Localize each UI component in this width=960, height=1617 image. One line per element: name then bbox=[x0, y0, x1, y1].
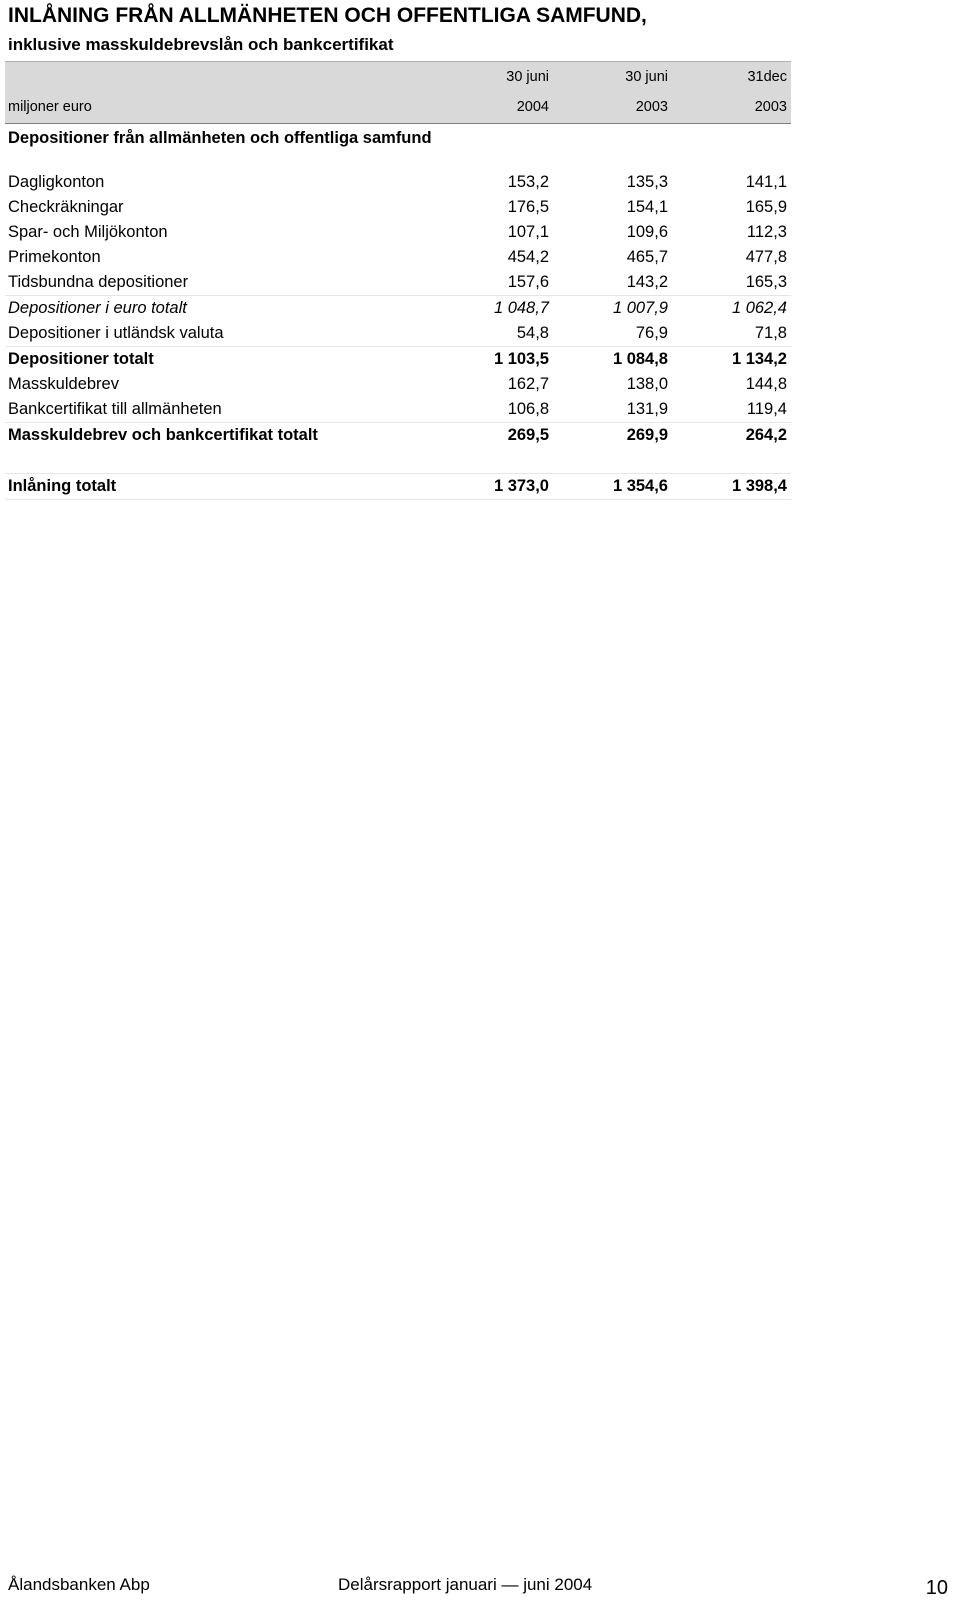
row-value-col2: 1 354,6 bbox=[612, 477, 668, 495]
row-value-col1: 153,2 bbox=[507, 173, 549, 191]
row-value-col2: 135,3 bbox=[626, 173, 668, 191]
row-value-col2: 109,6 bbox=[626, 223, 668, 241]
row-value-col1: 1 048,7 bbox=[493, 299, 549, 317]
row-label: Depositioner i euro totalt bbox=[8, 299, 187, 317]
page-subtitle: inklusive masskuldebrevslån och bankcertifikat bbox=[8, 35, 394, 54]
col2-year: 2003 bbox=[635, 99, 668, 115]
table-row bbox=[5, 170, 791, 195]
row-value-col1: 107,1 bbox=[507, 223, 549, 241]
row-value-col3: 165,3 bbox=[745, 273, 787, 291]
row-value-col3: 141,1 bbox=[745, 173, 787, 191]
row-label: Masskuldebrev bbox=[8, 375, 119, 393]
row-value-col3: 165,9 bbox=[745, 198, 787, 216]
footer-report-title: Delårsrapport januari — juni 2004 bbox=[338, 1575, 593, 1594]
row-value-col3: 1 062,4 bbox=[731, 299, 787, 317]
row-value-col1: 162,7 bbox=[507, 375, 549, 393]
col3-date: 31dec bbox=[747, 69, 787, 85]
table-row bbox=[5, 245, 791, 270]
row-label: Dagligkonton bbox=[8, 173, 105, 191]
row-value-col3: 144,8 bbox=[745, 375, 787, 393]
row-value-col1: 269,5 bbox=[507, 426, 549, 444]
row-value-col2: 269,9 bbox=[626, 426, 668, 444]
row-value-col1: 1 373,0 bbox=[493, 477, 549, 495]
row-value-col2: 154,1 bbox=[626, 198, 668, 216]
row-value-col3: 71,8 bbox=[754, 324, 787, 342]
unit-label: miljoner euro bbox=[8, 99, 92, 115]
table-row-grand-total bbox=[5, 474, 791, 500]
row-value-col3: 119,4 bbox=[746, 400, 787, 418]
deposits-table bbox=[5, 61, 791, 500]
row-value-col2: 76,9 bbox=[635, 324, 668, 342]
col2-date: 30 juni bbox=[625, 69, 668, 85]
page-title: INLÅNING FRÅN ALLMÄNHETEN OCH OFFENTLIGA SAMFUND, bbox=[8, 4, 647, 27]
row-value-col3: 477,8 bbox=[745, 248, 787, 266]
row-value-col2: 465,7 bbox=[626, 248, 668, 266]
row-value-col1: 157,6 bbox=[507, 273, 549, 291]
row-label: Tidsbundna depositioner bbox=[8, 273, 189, 291]
row-label: Depositioner i utländsk valuta bbox=[8, 324, 224, 342]
row-label: Bankcertifikat till allmänheten bbox=[8, 400, 222, 418]
table-row bbox=[5, 397, 791, 422]
header-row-dates bbox=[5, 62, 791, 92]
header-row-years bbox=[5, 92, 791, 122]
table-row-subtotal bbox=[5, 295, 791, 321]
col1-year: 2004 bbox=[516, 99, 549, 115]
row-value-col1: 1 103,5 bbox=[493, 350, 549, 368]
row-label: Inlåning totalt bbox=[8, 477, 117, 495]
col1-date: 30 juni bbox=[506, 69, 549, 85]
row-value-col1: 106,8 bbox=[507, 400, 549, 418]
row-label: Primekonton bbox=[8, 248, 101, 266]
footer-company: Ålandsbanken Abp bbox=[8, 1575, 150, 1594]
table-row bbox=[5, 270, 791, 295]
table-row bbox=[5, 372, 791, 397]
row-value-col1: 54,8 bbox=[516, 324, 549, 342]
row-value-col3: 1 134,2 bbox=[731, 350, 787, 368]
row-label: Depositioner totalt bbox=[8, 350, 154, 368]
section-title: Depositioner från allmänheten och offentliga samfund bbox=[8, 129, 432, 147]
row-value-col2: 1 084,8 bbox=[612, 350, 668, 368]
row-value-col2: 143,2 bbox=[626, 273, 668, 291]
row-value-col3: 1 398,4 bbox=[731, 477, 787, 495]
col3-year: 2003 bbox=[754, 99, 787, 115]
table-row-total bbox=[5, 422, 791, 448]
table-header bbox=[5, 61, 791, 124]
page-footer bbox=[8, 1570, 952, 1600]
row-value-col3: 112,3 bbox=[746, 223, 787, 241]
row-label: Spar- och Miljökonton bbox=[8, 223, 168, 241]
table-row-total bbox=[5, 346, 791, 372]
row-value-col2: 1 007,9 bbox=[612, 299, 668, 317]
table-row bbox=[5, 195, 791, 220]
row-value-col2: 138,0 bbox=[626, 375, 668, 393]
table-row bbox=[5, 220, 791, 245]
page-number: 10 bbox=[925, 1577, 948, 1599]
row-label: Checkräkningar bbox=[8, 198, 124, 216]
row-value-col1: 176,5 bbox=[507, 198, 549, 216]
row-label: Masskuldebrev och bankcertifikat totalt bbox=[8, 426, 318, 444]
row-spacer bbox=[5, 448, 791, 474]
table-row bbox=[5, 321, 791, 346]
row-value-col3: 264,2 bbox=[745, 426, 787, 444]
row-value-col1: 454,2 bbox=[507, 248, 549, 266]
row-value-col2: 131,9 bbox=[626, 400, 668, 418]
